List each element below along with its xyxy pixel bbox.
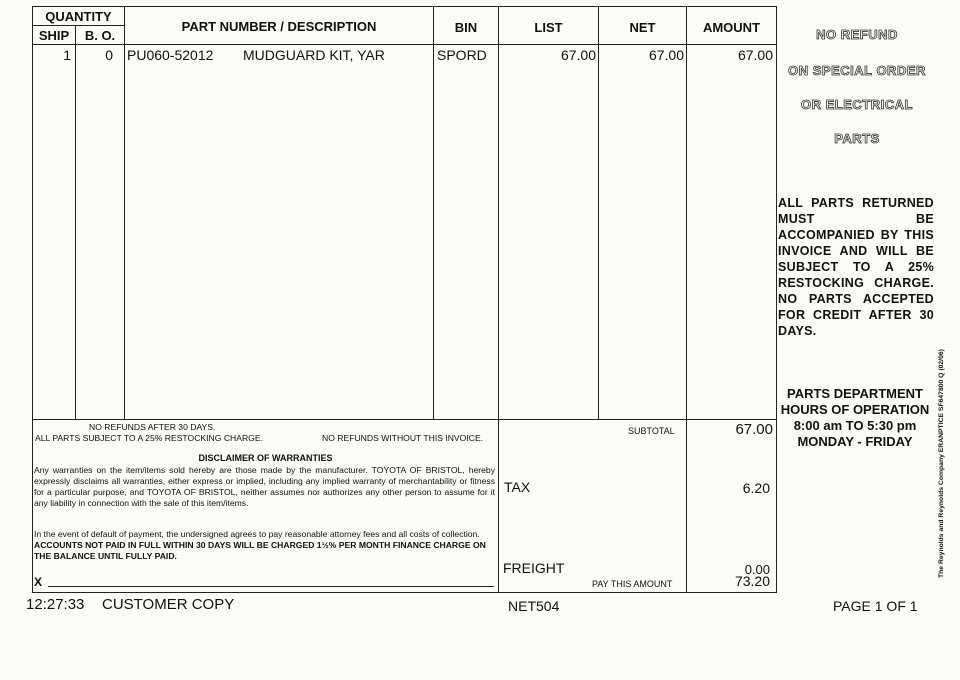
net-cell: 67.00 xyxy=(648,47,684,63)
accounts-finance-text: ACCOUNTS NOT PAID IN FULL WITHIN 30 DAYS WILL BE CHARGED 1½% PER MONTH FINANCE CHARGE ON THE BALANCE UNTIL FULLY PAID. xyxy=(34,540,486,561)
table-top-border xyxy=(32,6,776,7)
signature-line[interactable] xyxy=(48,586,494,587)
ship-header: SHIP xyxy=(38,28,70,43)
copy-label: CUSTOMER COPY xyxy=(102,596,235,613)
returns-policy: ALL PARTS RETURNED MUST BE ACCOMPANIED BY THIS INVOICE AND WILL BE SUBJECT TO A 25% RESTOCKING CHARGE. NO PARTS ACCEPTED FOR CREDIT AFTER 30 DAYS. xyxy=(778,196,934,338)
quantity-divider xyxy=(32,25,125,26)
net-amount-divider xyxy=(686,6,687,593)
list-header: LIST xyxy=(534,20,563,35)
bo-part-divider xyxy=(124,6,125,420)
no-refunds-invoice-note: NO REFUNDS WITHOUT THIS INVOICE. xyxy=(322,433,484,443)
tax-value: 6.20 xyxy=(742,480,770,496)
list-cell: 67.00 xyxy=(560,47,596,63)
hours-of-operation xyxy=(777,386,933,450)
total-value: 73.20 xyxy=(734,573,770,589)
no-refund-line-2: ON SPECIAL ORDER xyxy=(788,63,926,78)
default-payment-text xyxy=(34,529,495,562)
tax-label: TAX xyxy=(504,479,531,495)
bin-header: BIN xyxy=(454,20,478,35)
items-bottom-border xyxy=(32,419,776,420)
default-payment-plain: In the event of default of payment, the undersigned agrees to pay reasonable attorney fees and all costs of collection. xyxy=(34,529,480,539)
disclaimer-text: Any warranties on the item/items sold hereby are those made by the manufacturer. TOYOTA OF BRISTOL, hereby expressly disclaims all warranties, either express or implied, including any implied warranty of merchantability or fitness for a particular purpose, and TOYOTA OF BRISTOL, neither assumes nor authorizes any other person to assume for it any liability in connection with the sale of this item/items. xyxy=(34,465,495,508)
part-header: PART NUMBER / DESCRIPTION xyxy=(181,19,377,34)
subtotal-label: SUBTOTAL xyxy=(628,426,675,436)
table-bottom-border xyxy=(32,592,776,593)
hours-line-1: PARTS DEPARTMENT xyxy=(786,386,924,401)
no-refund-line-3: OR ELECTRICAL xyxy=(801,97,913,112)
form-code: NET504 xyxy=(508,598,560,614)
bin-cell: SPORD xyxy=(437,47,487,63)
page-indicator: PAGE 1 OF 1 xyxy=(833,598,918,614)
pay-this-amount-label: PAY THIS AMOUNT xyxy=(592,579,673,589)
hours-line-3: 8:00 am TO 5:30 pm xyxy=(793,418,917,433)
ship-bo-divider xyxy=(75,25,76,420)
no-refund-line-4: PARTS xyxy=(834,131,880,146)
part-number-cell: PU060-52012 xyxy=(127,47,214,63)
subtotal-value: 67.00 xyxy=(735,421,773,438)
amount-cell: 67.00 xyxy=(737,47,773,63)
description-cell: MUDGUARD KIT, YAR xyxy=(243,47,385,63)
no-refund-line-1: NO REFUND xyxy=(816,27,898,42)
hours-line-4: MONDAY - FRIDAY xyxy=(797,434,913,449)
bo-header: B. O. xyxy=(84,28,116,43)
quantity-header: QUANTITY xyxy=(45,9,112,24)
ship-cell: 1 xyxy=(63,47,71,63)
header-bottom-border xyxy=(32,44,776,45)
print-time: 12:27:33 xyxy=(26,596,85,613)
bo-cell: 0 xyxy=(105,47,113,63)
restocking-charge-note: ALL PARTS SUBJECT TO A 25% RESTOCKING CHARGE. xyxy=(35,433,263,443)
printer-form-code: The Reynolds and Reynolds Company ERANPTICE SF647800 Q (02/06) xyxy=(938,349,945,578)
disclaimer-title: DISCLAIMER OF WARRANTIES xyxy=(198,453,333,463)
table-left-border xyxy=(32,6,33,593)
signature-x: X xyxy=(34,575,43,589)
freight-value: 0.00 xyxy=(744,562,770,577)
net-header: NET xyxy=(629,20,656,35)
hours-line-2: HOURS OF OPERATION xyxy=(780,402,930,417)
freight-label: FREIGHT xyxy=(503,560,565,576)
list-net-divider xyxy=(598,6,599,420)
part-bin-divider xyxy=(433,6,434,420)
amount-header: AMOUNT xyxy=(702,20,761,35)
bin-list-divider xyxy=(498,6,499,593)
table-right-border xyxy=(776,6,777,593)
no-refunds-30-days: NO REFUNDS AFTER 30 DAYS. xyxy=(89,422,216,432)
